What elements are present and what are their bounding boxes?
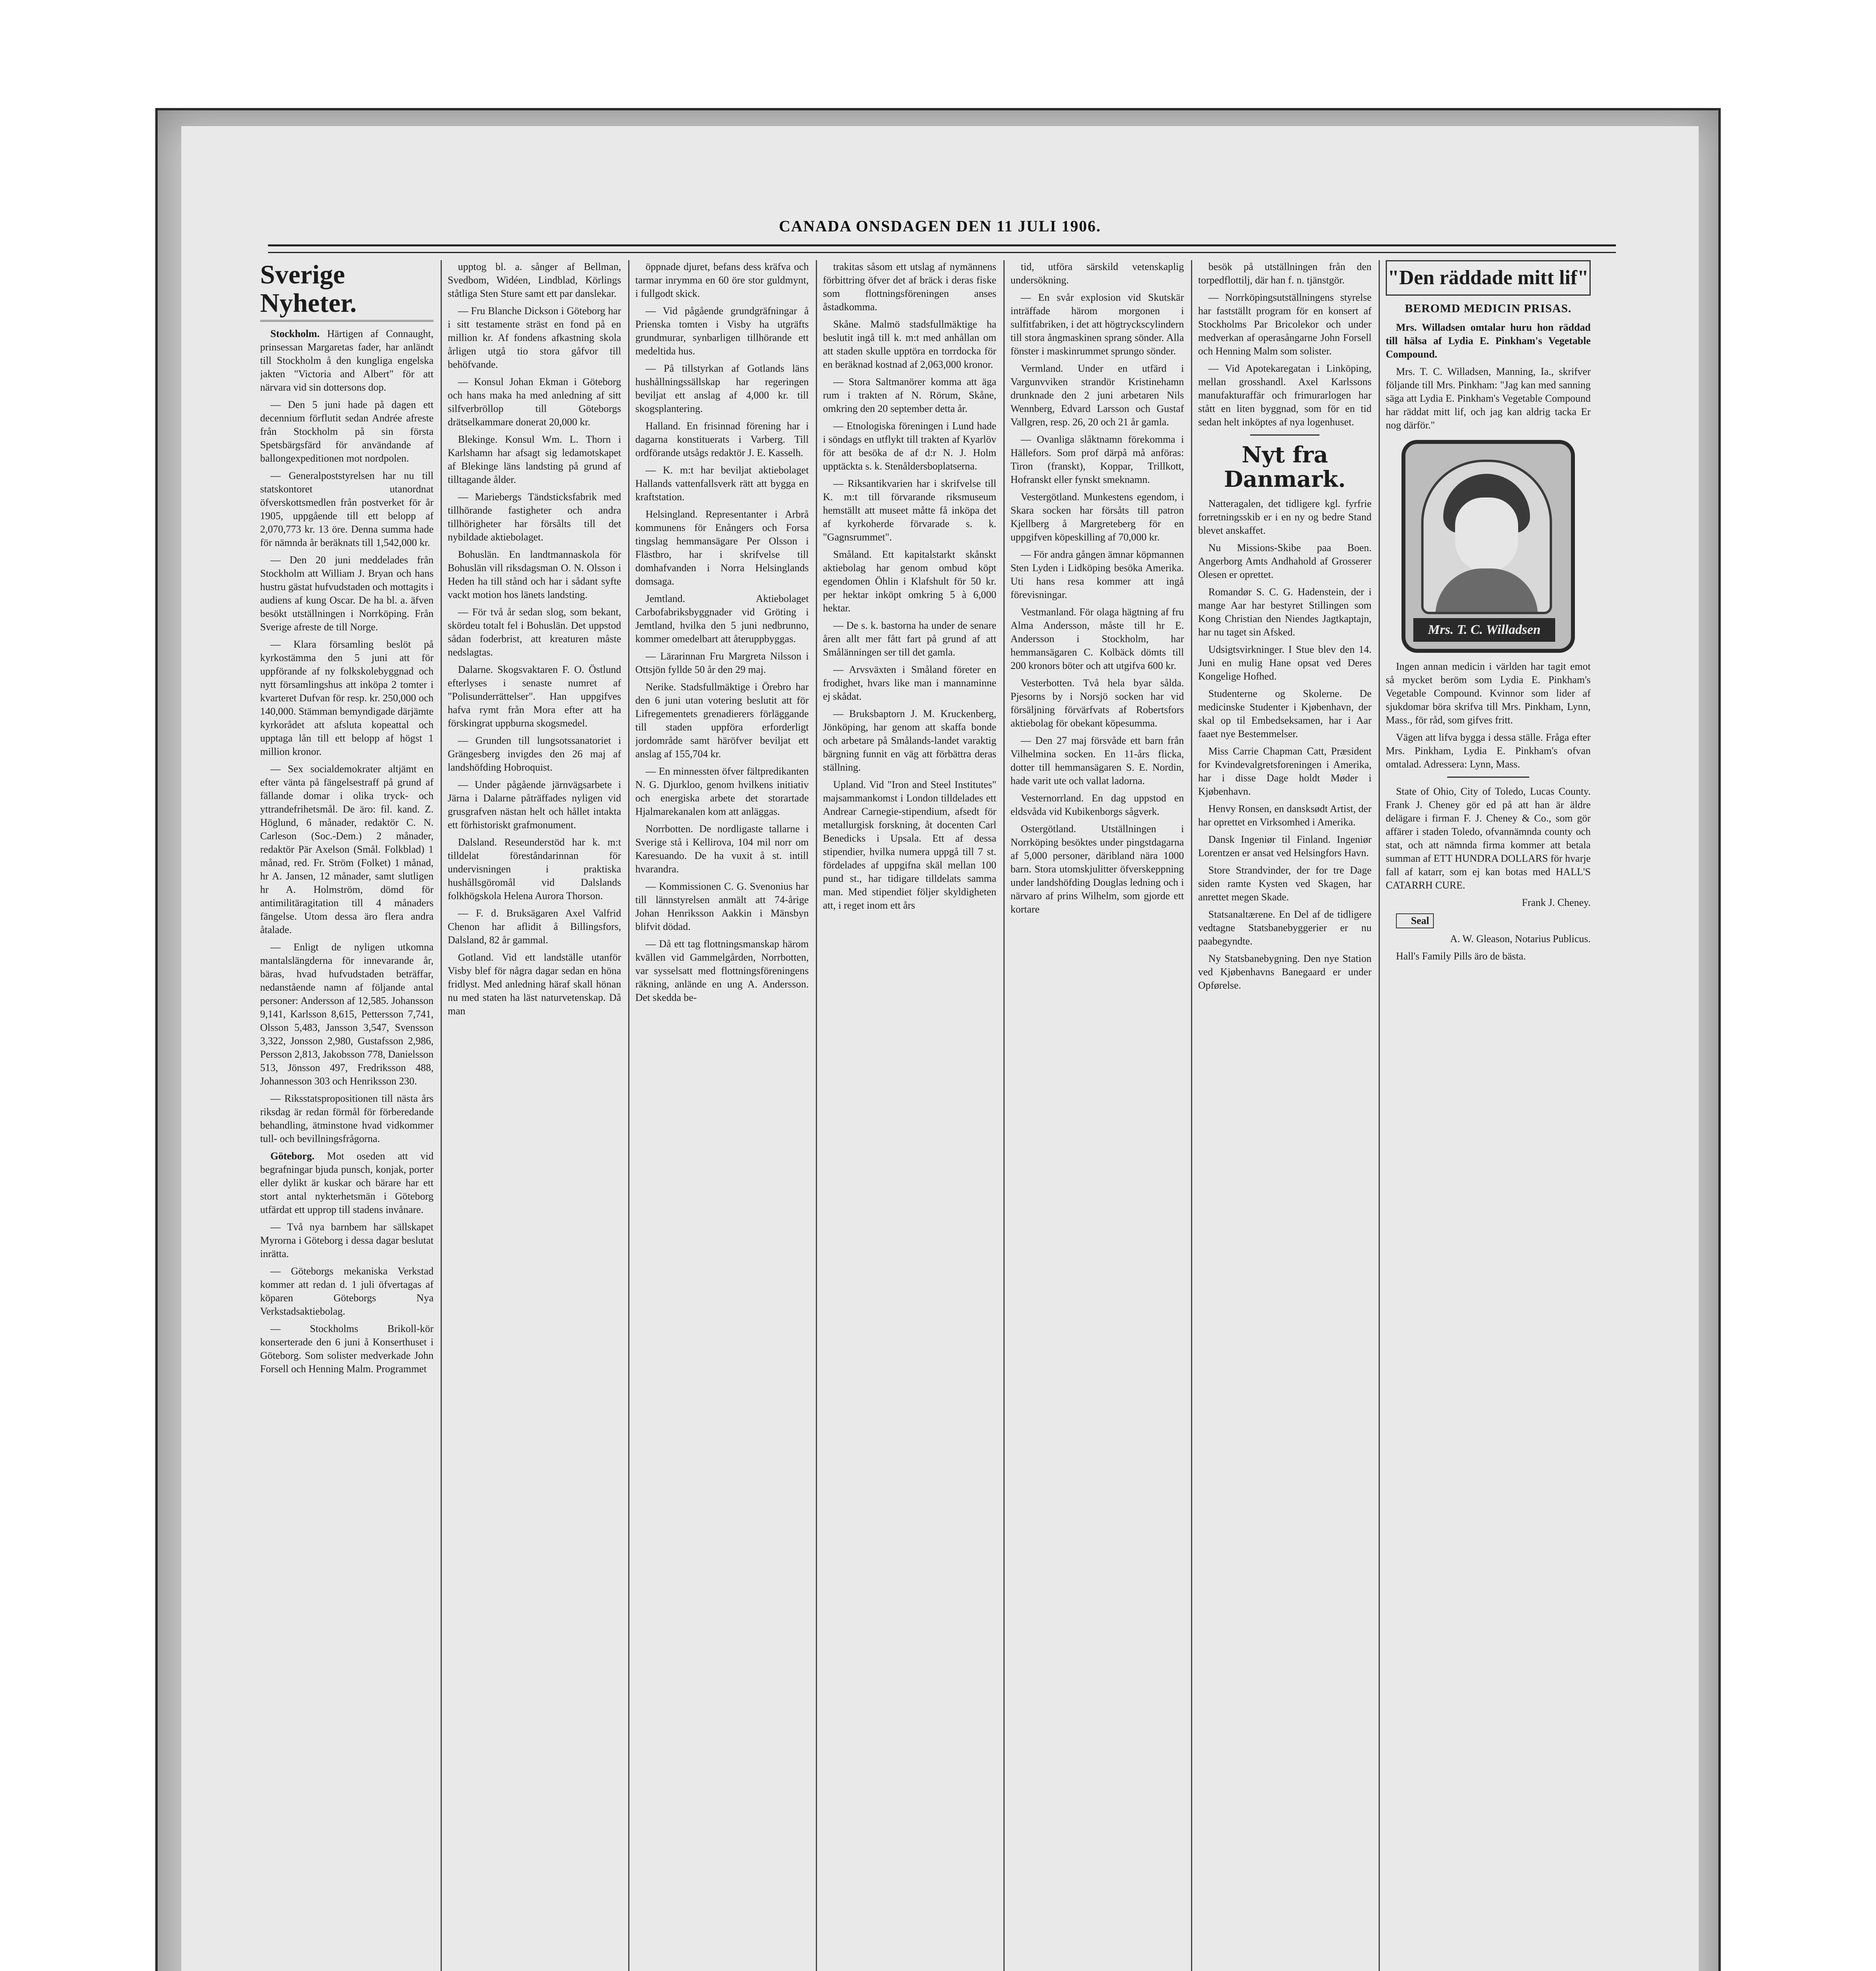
column-rule [816,260,817,1971]
article-paragraph: Jemtland. Aktiebolaget Carbofabriksbyggnader vid Gröting i Jemtland, hvilka den 5 juni nedbrunno, kommer omedelbart att återuppbyggas. [635,593,809,645]
masthead-rule [268,244,1616,253]
article-paragraph: — Ovanliga slåktnamn förekomma i Hällefors. Som prof därpå må anföras: Tiron (franskt), Koppar, Trillkott, Hofranskt eller fynskt smeknamn. [1011,434,1184,485]
article-paragraph: — På tillstyrkan af Gotlands läns hushållningssällskap har regeringen beviljat ett anslag af 4,000 kr. till skogsplantering. [635,363,809,414]
article-paragraph: — Mariebergs Tändsticksfabrik med tillhörande fastigheter och andra tillhörigheter har försålts till det nybildade aktiebolaget. [448,491,621,543]
article-paragraph: Vermland. Under en utfärd i Vargunvviken strandör Kristinehamn drunknade den 2 juni arbetaren Nils Wennberg, Edvard Larsson och Gustaf Vallgren, resp. 26, 20 och 21 år gamla. [1011,363,1184,428]
article-paragraph: — Norrköpingsutställningens styrelse har fastställt program för en konsert af Stockholms Par Bricolekor och under medverkan af operasångarne John Forsell och Henning Malm som solister. [1198,292,1372,357]
article-paragraph: Ny Statsbanebygning. Den nye Station ved Kjøbenhavns Banegaard er under Opførelse. [1198,953,1372,991]
article-dateline: Göteborg. [270,1150,315,1162]
article-paragraph: — Grunden till lungsotssanatoriet i Grängesberg invigdes den 26 maj af landshöfding Hobroquist. [448,735,621,773]
legal-notice: State of Ohio, City of Toledo, Lucas County. Frank J. Cheney gör ed på att han är äldre delägare i firman F. J. Cheney & Co., som gör affärer i staden Toledo, ofvannämnda county och stat, och att nämnda firma kommer att betala summan af ETT HUNDRA DOLLARS för hvarje fall af katarr, som ej kan botas med HALL'S CATARRH CURE. [1386,786,1591,891]
notary-seal: Seal [1396,913,1434,928]
article-paragraph: Vesterbotten. Två hela byar sålda. Pjesorns by i Norsjö socken har vid försäljning förvärfvats af Robertsfors aktiebolag för obekant köpesumma. [1011,677,1184,729]
article-paragraph: — Då ett tag flottningsmanskap härom kvällen vid Gammelgården, Norrbotten, var sysselsatt med flottningsföreningens räkning, anlände en ung A. Andersson. Det skedda be- [635,938,809,1003]
page-masthead: CANADA ONSDAGEN DEN 11 JULI 1906. [779,217,1101,235]
article-paragraph: — Stora Saltmanörer komma att äga rum i trakten af N. Rörum, Skåne, omkring den 20 september detta år. [823,376,996,414]
microfilm-frame [158,110,1718,1971]
article-paragraph: Ostergötland. Utställningen i Norrköping besöktes under pingstdagarna af 5,000 personer, däribland nära 1000 barn. Stora utomskjulitter öfverskeppning under landshöfding Douglas ledning och i närvaro af prins Wilhelm, som gjorde ett kortare [1011,823,1184,915]
column-2-articles [448,260,621,1018]
article-paragraph: — Arvsväxten i Småland företer en frodighet, hvars like man i mannaminne ej skådat. [823,664,996,702]
article-paragraph: Vestmanland. För olaga hägtning af fru Alma Andersson, måste till hr E. Andersson i Stockholm, har hemmansägaren C. Kolbäck dömts till 200 kronors böter och att utgifva 600 kr. [1011,606,1184,671]
article-text: — Göteborgs mekaniska Verkstad kommer att redan d. 1 juli öfvertagas af köparen Göteborgs Nya Verkstadsaktiebolag. [260,1265,434,1317]
advertisement-column [1386,260,1591,1971]
newspaper-page [181,126,1699,1971]
article-paragraph: besök på utställningen från den torpedflottilj, där han f. n. tjänstgör. [1198,261,1372,286]
ad-contact: Vägen att lifva bygga i dessa ställe. Fråga efter Mrs. Pinkham, Lydia E. Pinkham's ofvan omtalad. Adressera: Lynn, Mass. [1386,732,1591,770]
article-paragraph: — De s. k. bastorna ha under de senare åren allt mer fått fart på grund af att Smålänningen ser till det gamla. [823,620,996,658]
column-3 [635,260,809,1971]
article-paragraph: tid, utföra särskild vetenskaplig undersökning. [1011,261,1184,286]
article-paragraph: Statsanaltærene. En Del af de tidligere vedtagne Statsbanebyggerier er nu paabegyndte. [1198,909,1372,947]
column-5-articles [1011,260,1184,916]
article-text: — Två nya barnbem har sällskapet Myrorna i Göteborg i dessa dagar beslutat inrätta. [260,1221,434,1259]
article-paragraph: Store Strandvinder, der for tre Dage siden ramte Kysten ved Skagen, har anrettet megen Skade. [1198,864,1372,903]
column-3-articles [635,260,809,1004]
column-6 [1198,260,1372,1971]
article-paragraph: Halland. En frisinnad förening har i dagarna konstituerats i Varberg. Till ordförande utsågs redaktör J. E. Kasselh. [635,420,809,458]
article-paragraph: Nerike. Stadsfullmäktige i Örebro har den 6 juni utan votering beslutit att för Lifregementets grenadierers förläggande till staden uppföra erforderligt jordområde samt häröfver beviljat ett anslag af 155,704 kr. [635,681,809,760]
article-text: — Den 5 juni hade på dagen ett decennium förflutit sedan Andrée afreste från Stockholm på sin första Spetsbärgsfärd för användande af ballongexpeditionen mot nordpolen. [260,399,434,464]
column-rule [441,260,442,1971]
article-paragraph: Miss Carrie Chapman Catt, Præsident for Kvindevalgretsforeningen i Amerika, har i disse Dage holdt Møder i Kjøbenhavn. [1198,745,1372,797]
ad-footer: Hall's Family Pills äro de bästa. [1396,950,1526,962]
article-paragraph [260,1220,434,1261]
article-paragraph: öppnade djuret, befans dess kräfva och tarmar inrymma en 60 öre stor guldmynt, i fullgodt skick. [635,261,809,299]
article-paragraph: Blekinge. Konsul Wm. L. Thorn i Karlshamn har afsagt sig ledamotskapet af Blekinge läns landsting på grund af tilltagande ålder. [448,434,621,485]
article-paragraph: Dansk Ingeniør til Finland. Ingeniør Lorentzen er ansat ved Helsingfors Havn. [1198,834,1372,859]
article-paragraph [260,469,434,550]
article-paragraph [260,327,434,394]
article-text: Härtigen af Connaught, prinsessan Margaretas fader, har anländt till Stockholm å den kungliga engelska jakten "Victoria and Albert" för att närvara vid sin dottersons dop. [260,328,434,393]
column-rule [1379,260,1380,1971]
article-paragraph: — Etnologiska föreningen i Lund hade i söndags en utflykt till trakten af Kyarlöv för att besöka de af d:r N. J. Holm upptäckta s. k. Stenåldersboplatserna. [823,420,996,472]
section-title-danmark: Nyt fra Danmark. [1224,442,1346,492]
article-paragraph: — Under pågående järnvägsarbete i Järna i Dalarne påträffades nyligen vid grusgrafven nästan helt och hållet intakta ett förhistoriskt grafmonument. [448,779,621,831]
ad-more: Ingen annan medicin i världen har tagit emot så mycket beröm som Lydia E. Pinkham's Vegetable Compound. Kvinnor som lider af sjukdomar böra skrifva till Mrs. Pinkham, Lynn, Mass., för råd, som gifves fritt. [1386,661,1591,726]
article-paragraph: — Vid pågående grundgräfningar å Prienska tomten i Visby ha utgräfts grundmurar, synbarligen tillhörande ett medeltida hus. [635,305,809,357]
portrait-engraving [1401,440,1575,653]
article-paragraph: Gotland. Vid ett landställe utanför Visby blef för några dagar sedan en höna fridlyst. Med anledning häraf skall hönan nu med staten ha läst naturvetenskap. Då man [448,952,621,1017]
ad-body: Mrs. T. C. Willadsen, Manning, Ia., skrifver följande till Mrs. Pinkham: "Jag kan med sanning säga att Lydia E. Pinkham's Vegetable Compound har räddat mitt lif, och jag kan aldrig tacka Er nog därför." [1386,366,1591,431]
article-paragraph: Nu Missions-Skibe paa Boen. Angerborg Amts Andhahold af Grosserer Olesen er oprettet. [1198,542,1372,580]
article-text: — Stockholms Brikoll-kör konserterade den 6 juni å Konserthuset i Göteborg. Som solister medverkade John Forsell och Henning Malm. Programmet [260,1323,434,1375]
article-paragraph: — För andra gången ämnar köpmannen Sten Lyden i Lidköping besöka Amerika. Uti hans resa kommer att ingå förevisningar. [1011,549,1184,600]
ad-divider [1447,777,1529,778]
column-rule [628,260,629,1971]
ad-headline: "Den räddade mitt lif" [1386,260,1591,296]
column-4 [823,260,996,1971]
article-paragraph: upptog bl. a. sånger af Bellman, Svedbom, Widéen, Lindblad, Körlings ståtliga Sten Sture samt ett par danslekar. [448,261,621,299]
article-paragraph: Bohuslän. En landtmannaskola för Bohuslän vill riksdagsman O. N. Olsson i Heden ha till stånd och har i sådant syfte vackt motion hos länets landsting. [448,549,621,600]
column-6-articles [1198,260,1372,429]
article-paragraph: Helsingland. Representanter i Arbrå kommunens för Enångers och Forsa tingslag hemmansägare Per Olsson i Flästbro, har i skrifvelse till domhafvanden i Norra Helsinglands domsaga. [635,509,809,587]
article-paragraph: Vestergötland. Munkestens egendom, i Skara socken har försåts till patron Kjellberg å Margreteberg för en uppgifven köpeskilling af 70,000 kr. [1011,491,1184,543]
article-paragraph: — En svår explosion vid Skutskär inträffade härom morgonen i sulfitfabriken, i det att högtryckscylindern till stora ångmaskinen sprang sönder. Alla fönster i maskinrummet sprungo sönder. [1011,292,1184,357]
article-paragraph [260,638,434,758]
article-paragraph: Dalarne. Skogsvaktaren F. O. Östlund efterlyses i senaste numret af "Polisunderrättelser". Han uppgifves hafva rymt från Mora efter att ha förskingrat uppburna skogsmedel. [448,664,621,729]
article-paragraph: — K. m:t har beviljat aktiebolaget Hallands vattenfallsverk rätt att bygga en kraftstation. [635,464,809,503]
article-paragraph: Henvy Ronsen, en dansksødt Artist, der har oprettet en Virksomhed i Amerika. [1198,803,1372,828]
article-text: — Generalpoststyrelsen har nu till statskontoret utanordnat öfverskottsmedlen från postverket för år 1905, uppgående till ett belopp af 2,070,773 kr. 13 öre. Denna summa hade för nämnda år beräknats till 1,542,000 kr. [260,470,434,548]
column-sverige [260,260,434,1971]
article-paragraph: trakitas såsom ett utslag af nymännens förbittring öfver det af bräck i deras fiske som flottningsföreningen anses åstadkomma. [823,261,996,313]
article-paragraph [260,1149,434,1217]
article-paragraph: Upland. Vid "Iron and Steel Institutes" majsammankomst i London tilldelades ett Andrear Carnegie-stipendium, afsedt för metallurgisk forskning, åt docenten Carl Benedicks i Upsala. Ett af dessa stipendier, hvilka numera uppgå till 7 st. fördelades af uppgifna skäl mellan 100 pund st., har tidigare tilldelats samma man. Med stipendiet följer skyldigheten att, i reget inom ett års [823,779,996,911]
article-paragraph [260,1322,434,1376]
sverige-articles [260,327,434,1376]
column-rule [1003,260,1005,1971]
article-paragraph: Udsigtsvirkninger. I Stue blev den 14. Juni en mulig Hane opsat ved Deres Kongelige Hofhed. [1198,644,1372,682]
article-paragraph: Romandør S. C. G. Hadenstein, der i mange Aar har bestyret Stillingen som Kong Christian den Niendes Jagtkaptajn, har nu taget sin Afsked. [1198,586,1372,638]
article-paragraph [260,762,434,937]
ad-intro: Mrs. Willadsen omtalar huru hon räddad till hälsa af Lydia E. Pinkham's Vegetable Compound. [1386,322,1591,360]
notary-name: A. W. Gleason, Notarius Publicus. [1450,933,1591,945]
article-paragraph: — Den 27 maj försvåde ett barn från Vilhelmina socken. En 11-års flicka, dotter till hemmansägaren S. E. Nordin, hade varit ute och vallat ladorna. [1011,735,1184,786]
article-dateline: Stockholm. [270,328,320,339]
article-paragraph: Natteragalen, det tidligere kgl. fyrfrie forretningsskib er i en ny og bedre Stand blevet anskaffet. [1198,498,1372,536]
column-2 [448,260,621,1971]
article-paragraph: Studenterne og Skolerne. De medicinske Studenter i Kjøbenhavn, der skal op til Embedseksamen, har i Aar faaet nye Bestemmelser. [1198,688,1372,740]
article-text: — Den 20 juni meddelades från Stockholm att William J. Bryan och hans hustru gästat hufvudstaden och mottagits i audiens af kung Oscar. De ha bl. a. äfven besökt utställningen i Norrköping. Från Sverige afreste de till Norge. [260,554,434,633]
article-paragraph [260,1265,434,1318]
article-paragraph [260,1092,434,1146]
article-paragraph: — Vid Apotekaregatan i Linköping, mellan grosshandl. Axel Karlssons manufakturaffär och frimurarlogen har stått en liten byggnad, som för en tid sedan helt inköptes af nya logenhuset. [1198,363,1372,428]
article-text: — Sex socialdemokrater altjämt en efter vänta på fängelsestraff på grund af fällande domar i olika tryck- och yttrandefrihetsmål. De äro: fil. kand. Z. Höglund, 6 månader, redaktör C. N. Carleson (Soc.-Dem.) 2 månader, redaktör Pär Axelson (Smål. Folkblad) 1 månad, red. Fr. Ström (Folket) 1 månad, hr A. Jansen, 12 månader, samt slutligen hr A. Holmström, dömd för antimilitäragitation till 4 månaders fängelse. Utom dessa äro flera andra åtalade. [260,763,434,935]
article-paragraph: — Konsul Johan Ekman i Göteborg och hans maka ha med anledning af sitt silfverbröllop till Göteborgs drätselkammare donerat 20,000 kr. [448,376,621,428]
article-paragraph: Norrbotten. De nordligaste tallarne i Sverige stå i Kellirova, 104 mil norr om Karesuando. De ha vuxit å st. intill hvarandra. [635,823,809,875]
article-text: — Klara församling beslöt på kyrkostämma den 5 juni att för uppförande af ny folkskolebyggnad och nytt församlingshus att inköpa 2 tomter i kvarteret Dufvan för resp. kr. 250,000 och 140,000. Stämman bemyndigade därjämte kyrkorådet att afslutа kopeattal och upptaga lån till ett belopp af högst 1 million kronor. [260,639,434,757]
portrait-caption: Mrs. T. C. Willadsen [1413,618,1555,642]
article-paragraph: — Fru Blanche Dickson i Göteborg har i sitt testamente sträst en fond på en million kr. Af fondens afkastning skola årligen utgå tio stora gåfvor till behöfvande. [448,305,621,370]
article-paragraph: — Riksantikvarien har i skrifvelse till K. m:t till förvarande riksmuseum hemställt att museet måtte få inköpa det af kyrkoherde förvarade s. k. "Gagnsrummet". [823,478,996,543]
article-text: Mot oseden att vid begrafningar bjuda punsch, konjak, porter eller dylikt är kuskar och bärare har ett stort antal nykterhetsmän i Göteborg utfärdat ett upprop till stadens invånare. [260,1150,434,1215]
article-paragraph: — För två år sedan slog, som bekant, skördeu totalt fel i Bohuslän. Det uppstod sådan foderbrist, att kreaturen måste nedslagtas. [448,606,621,658]
article-paragraph [260,398,434,465]
article-paragraph: Dalsland. Reseunderstöd har k. m:t tilldelat föreståndarinnan för undervisningen i praktiska hushållsgöromål vid Dalslands folkhögskola Helena Aurora Thorson. [448,836,621,902]
portrait-oval [1421,460,1552,614]
article-paragraph: — Kommissionen C. G. Svenonius har till lännstyrelsen anmält att 74-årige Johan Henriksson Aakkin i Mänsbyn blifvit dödad. [635,881,809,932]
column-rule [1191,260,1192,1971]
article-paragraph [260,553,434,634]
article-text: — Enligt de nyligen utkomna mantalslängderna för innevarande år, bäras, hvad hufvudstaden beträffar, nedanstående namn af följande antal personer: Andersson af 12,585. Johansson 9,141, Karlsson 8,615, Pettersson 7,741, Olsson 5,483, Jansson 3,547, Svensson 3,322, Jonsson 2,980, Gustafsson 2,986, Persson 2,813, Jakobsson 778, Danielsson 513, Jönsson 497, Fredriksson 488, Johannesson 303 och Henriksson 230. [260,941,434,1087]
column-4-articles [823,260,996,912]
ad-subtitle: BEROMD MEDICIN PRISAS. [1405,302,1572,315]
article-paragraph: — En minnessten öfver fältpredikanten N. G. Djurkloo, genom hvilkens initiativ och energiska arbete det storartade Hjalmarekanalen kom att anläggas. [635,766,809,817]
article-paragraph: Småland. Ett kapitalstarkt skånskt aktiebolag har genom ombud köpt egendomen Öhlin i Klafshult för 50 kr. per hektar inköpt omkring 5 à 6,000 hektar. [823,549,996,614]
article-paragraph: — F. d. Bruksägaren Axel Valfrid Chenon har aflidit å Billingsfors, Dalsland, 82 år gammal. [448,907,621,946]
section-title-sverige: Sverige Nyheter. [260,260,434,322]
article-paragraph [260,941,434,1088]
section-divider [1250,434,1320,436]
column-5 [1011,260,1184,1971]
article-paragraph: Skåne. Malmö stadsfullmäktige ha beslutit ingå till k. m:t med anhållan om att staden skulle upptöra en torrdocka för en beräknad kostnad af 2,063,000 kronor. [823,319,996,370]
danmark-articles [1198,497,1372,992]
article-text: — Riksstatspropositionen till nästa års riksdag är redan förmål för förberedande behandling, ätminstone hvad vidkommer tull- och bevillningsfrågorna. [260,1093,434,1144]
article-paragraph: Vesternorrland. En dag uppstod en eldsvåda vid Kubikenborgs sågverk. [1011,792,1184,817]
article-paragraph: — Bruksbaptorn J. M. Kruckenberg, Jönköping, har genom att skaffa bonde och arbetare på Smålands-landet varaktig bärgning funnit en väg att förbättra deras ställning. [823,708,996,773]
notice-signature: Frank J. Cheney. [1522,897,1591,908]
article-paragraph: — Lärarinnan Fru Margreta Nilsson i Ottsjön fyllde 50 år den 29 maj. [635,650,809,675]
